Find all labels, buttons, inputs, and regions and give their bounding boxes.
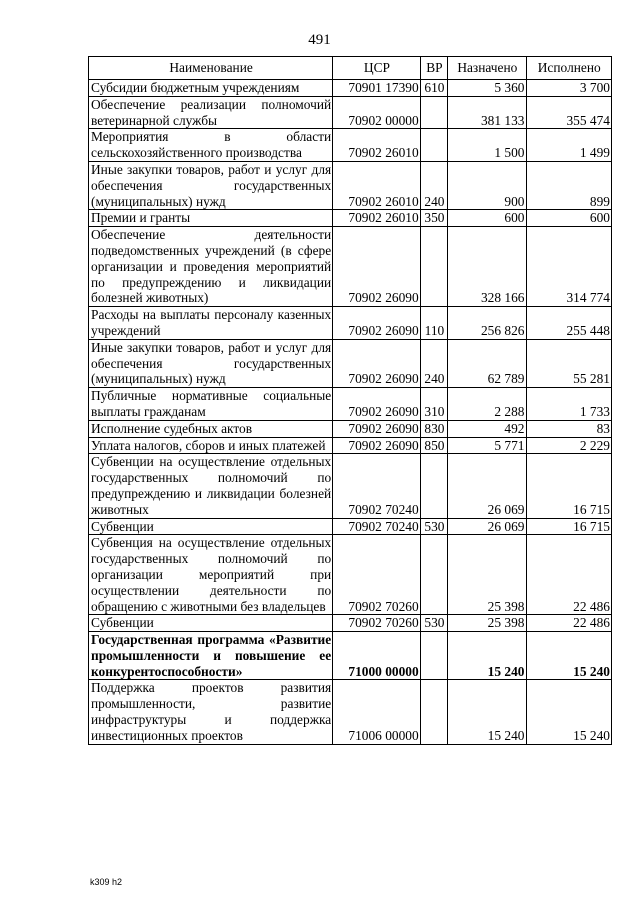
row-vr [420,129,447,162]
table-row [89,680,612,744]
row-name: Обеспечение реализации полномочий ветеринарной службы [89,96,333,129]
table-row [89,210,612,227]
row-executed: 355 474 [526,96,612,129]
row-csr: 70902 26010 [333,210,421,227]
row-vr: 240 [420,339,447,387]
row-name: Субвенция на осуществление отдельных государственных полномочий по организации мероприятий при осуществлении деятельности по обращению с животными без владельцев [89,535,333,615]
table-header-row [89,57,612,80]
table-row [89,161,612,209]
row-vr [420,227,447,307]
row-csr: 70902 26090 [333,388,421,421]
row-name: Субвенции [89,518,333,535]
row-planned: 5 771 [448,437,526,454]
row-planned: 328 166 [448,227,526,307]
row-name: Иные закупки товаров, работ и услуг для обеспечения государственных (муниципальных) нужд [89,339,333,387]
row-vr [420,680,447,744]
row-name: Мероприятия в области сельскохозяйственного производства [89,129,333,162]
table-row [89,227,612,307]
row-executed: 2 229 [526,437,612,454]
row-planned: 900 [448,161,526,209]
row-executed: 1 499 [526,129,612,162]
row-vr: 350 [420,210,447,227]
table-row [89,388,612,421]
row-vr: 310 [420,388,447,421]
row-planned: 256 826 [448,307,526,340]
table-row [89,454,612,518]
header-planned: Назначено [448,57,526,80]
row-planned: 62 789 [448,339,526,387]
row-name: Государственная программа «Развитие промышленности и повышение ее конкурентоспособности» [89,632,333,680]
row-name: Обеспечение деятельности подведомственных учреждений (в сфере организации и проведения мероприятий по предупреждению и ликвидации болезней животных) [89,227,333,307]
row-planned: 25 398 [448,615,526,632]
row-executed: 83 [526,420,612,437]
table-row [89,632,612,680]
row-executed: 22 486 [526,535,612,615]
header-executed: Исполнено [526,57,612,80]
table-row [89,80,612,97]
row-vr: 610 [420,80,447,97]
row-planned: 15 240 [448,680,526,744]
footer-code: k309 h2 [90,877,123,887]
row-executed: 16 715 [526,518,612,535]
row-executed: 15 240 [526,632,612,680]
table-row [89,96,612,129]
row-executed: 15 240 [526,680,612,744]
row-planned: 381 133 [448,96,526,129]
row-name: Иные закупки товаров, работ и услуг для обеспечения государственных (муниципальных) нужд [89,161,333,209]
table-row [89,307,612,340]
row-planned: 5 360 [448,80,526,97]
row-csr: 70902 26090 [333,307,421,340]
row-name: Субвенции на осуществление отдельных государственных полномочий по предупреждению и ликвидации болезней животных [89,454,333,518]
row-planned: 492 [448,420,526,437]
row-csr: 70901 17390 [333,80,421,97]
row-name: Уплата налогов, сборов и иных платежей [89,437,333,454]
row-csr: 71006 00000 [333,680,421,744]
row-vr [420,454,447,518]
row-planned: 15 240 [448,632,526,680]
row-executed: 600 [526,210,612,227]
row-vr [420,535,447,615]
row-csr: 70902 26010 [333,129,421,162]
row-name: Субсидии бюджетным учреждениям [89,80,333,97]
row-vr [420,632,447,680]
row-executed: 16 715 [526,454,612,518]
header-name: Наименование [89,57,333,80]
row-name: Субвенции [89,615,333,632]
row-name: Премии и гранты [89,210,333,227]
row-vr [420,96,447,129]
row-planned: 600 [448,210,526,227]
row-executed: 314 774 [526,227,612,307]
row-executed: 22 486 [526,615,612,632]
row-csr: 70902 26090 [333,339,421,387]
row-csr: 70902 70240 [333,454,421,518]
row-planned: 25 398 [448,535,526,615]
row-name: Публичные нормативные социальные выплаты гражданам [89,388,333,421]
row-planned: 2 288 [448,388,526,421]
row-csr: 70902 00000 [333,96,421,129]
table-row [89,518,612,535]
header-csr: ЦСР [333,57,421,80]
table-row [89,615,612,632]
row-vr: 530 [420,615,447,632]
row-name: Поддержка проектов развития промышленности, развитие инфраструктуры и поддержка инвестиционных проектов [89,680,333,744]
row-csr: 70902 70240 [333,518,421,535]
row-vr: 240 [420,161,447,209]
row-name: Расходы на выплаты персоналу казенных учреждений [89,307,333,340]
row-executed: 3 700 [526,80,612,97]
row-planned: 1 500 [448,129,526,162]
row-vr: 530 [420,518,447,535]
header-vr: ВР [420,57,447,80]
row-executed: 255 448 [526,307,612,340]
table-row [89,437,612,454]
row-csr: 70902 26090 [333,420,421,437]
table-row [89,129,612,162]
page-number: 491 [308,32,331,48]
row-csr: 70902 70260 [333,535,421,615]
table-body [89,80,612,745]
row-csr: 70902 26090 [333,437,421,454]
row-executed: 899 [526,161,612,209]
budget-table [88,56,612,745]
row-csr: 70902 26090 [333,227,421,307]
table-row [89,339,612,387]
row-planned: 26 069 [448,454,526,518]
row-planned: 26 069 [448,518,526,535]
row-csr: 71000 00000 [333,632,421,680]
row-csr: 70902 26010 [333,161,421,209]
row-name: Исполнение судебных актов [89,420,333,437]
table-row [89,420,612,437]
row-vr: 830 [420,420,447,437]
row-executed: 55 281 [526,339,612,387]
row-vr: 110 [420,307,447,340]
row-vr: 850 [420,437,447,454]
row-executed: 1 733 [526,388,612,421]
table-row [89,535,612,615]
row-csr: 70902 70260 [333,615,421,632]
